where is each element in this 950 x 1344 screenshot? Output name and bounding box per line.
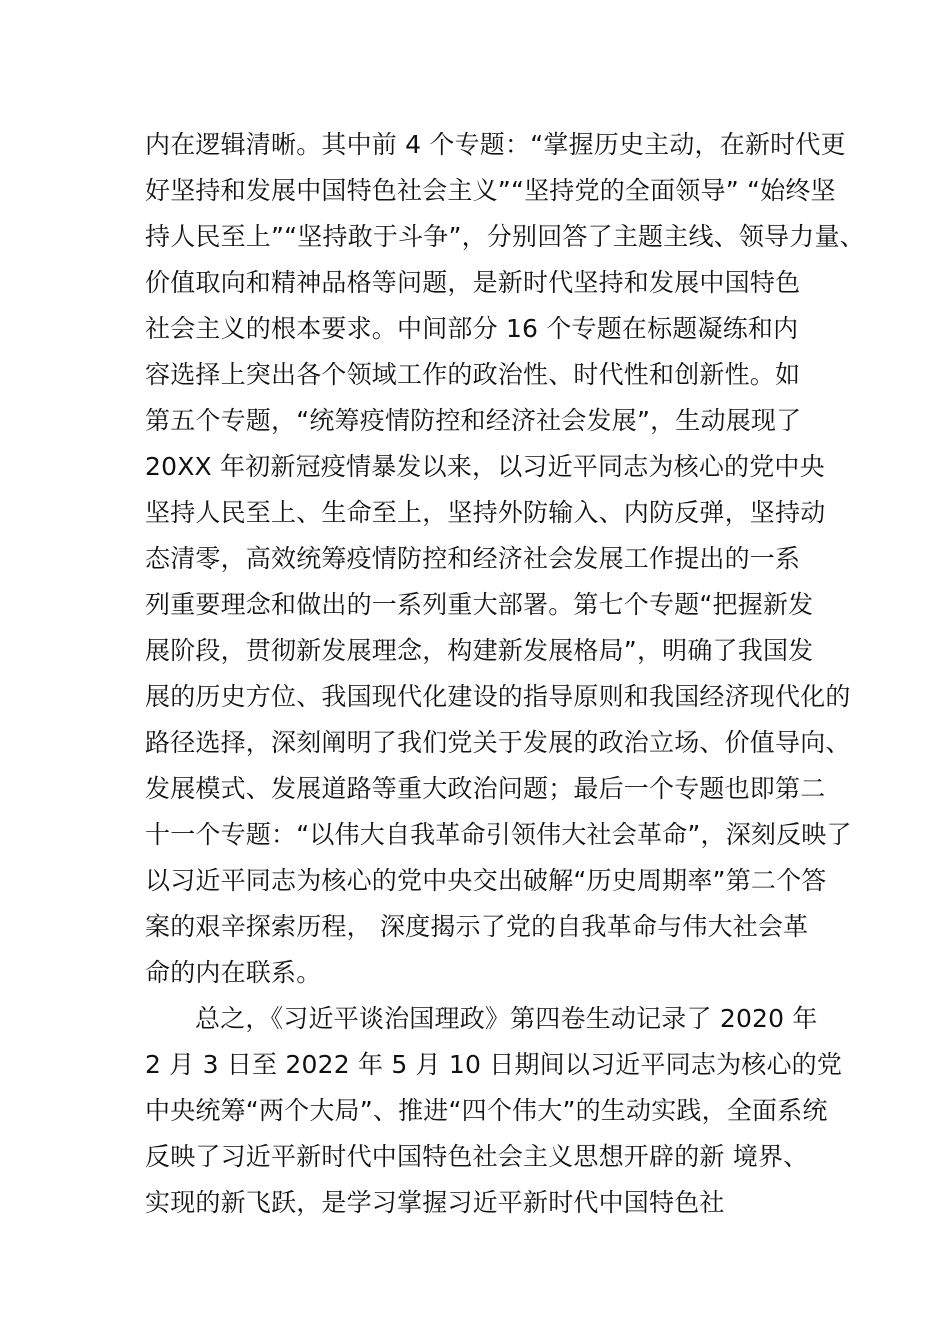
text-line: 容选择上突出各个领域工作的政治性、时代性和创新性。如 (145, 360, 801, 389)
text-line: 发展模式、发展道路等重大政治问题；最后一个专题也即第二 (145, 774, 826, 803)
text-line: 列重要理念和做出的一系列重大部署。第七个专题“把握新发 (145, 590, 814, 619)
text-line: 2 月 3 日至 2022 年 5 月 10 日期间以习近平同志为核心的党 (145, 1050, 843, 1079)
text-line: 路径选择，深刻阐明了我们党关于发展的政治立场、价值导向、 (145, 728, 851, 757)
body-text (145, 122, 865, 1226)
text-line: 内在逻辑清晰。其中前 4 个专题：“掌握历史主动，在新时代更 (145, 130, 846, 159)
text-line: 态清零，高效统筹疫情防控和经济社会发展工作提出的一系 (145, 544, 801, 573)
text-line: 好坚持和发展中国特色社会主义”“坚持党的全面领导” “始终坚 (145, 176, 836, 205)
text-line: 案的艰辛探索历程， 深度揭示了党的自我革命与伟大社会革 (145, 912, 809, 941)
text-line: 坚持人民至上、生命至上，坚持外防输入、内防反弹，坚持动 (145, 498, 826, 527)
paragraph-start-line: 总之，《习近平谈治国理政》第四卷生动记录了 2020 年 (195, 1004, 818, 1033)
text-line: 20XX 年初新冠疫情暴发以来，以习近平同志为核心的党中央 (145, 452, 825, 481)
text-line: 实现的新飞跃，是学习掌握习近平新时代中国特色社 (145, 1188, 725, 1217)
text-line: 命的内在联系。 (145, 958, 322, 987)
text-line: 价值取向和精神品格等问题，是新时代坚持和发展中国特色 (145, 268, 801, 297)
text-line: 持人民至上”“坚持敢于斗争”，分别回答了主题主线、领导力量、 (145, 222, 865, 251)
text-line: 展阶段，贯彻新发展理念，构建新发展格局”，明确了我国发 (145, 636, 814, 665)
text-line: 反映了习近平新时代中国特色社会主义思想开辟的新 境界、 (145, 1142, 809, 1171)
text-line: 十一个专题：“以伟大自我革命引领伟大社会革命”，深刻反映了 (145, 820, 852, 849)
text-line: 展的历史方位、我国现代化建设的指导原则和我国经济现代化的 (145, 682, 851, 711)
text-line: 中央统筹“两个大局”、推进“四个伟大”的生动实践，全面系统 (145, 1096, 828, 1125)
text-line: 第五个专题，“统筹疫情防控和经济社会发展”，生动展现了 (145, 406, 802, 435)
text-line: 以习近平同志为核心的党中央交出破解“历史周期率”第二个答 (145, 866, 827, 895)
text-line: 社会主义的根本要求。中间部分 16 个专题在标题凝练和内 (145, 314, 799, 343)
